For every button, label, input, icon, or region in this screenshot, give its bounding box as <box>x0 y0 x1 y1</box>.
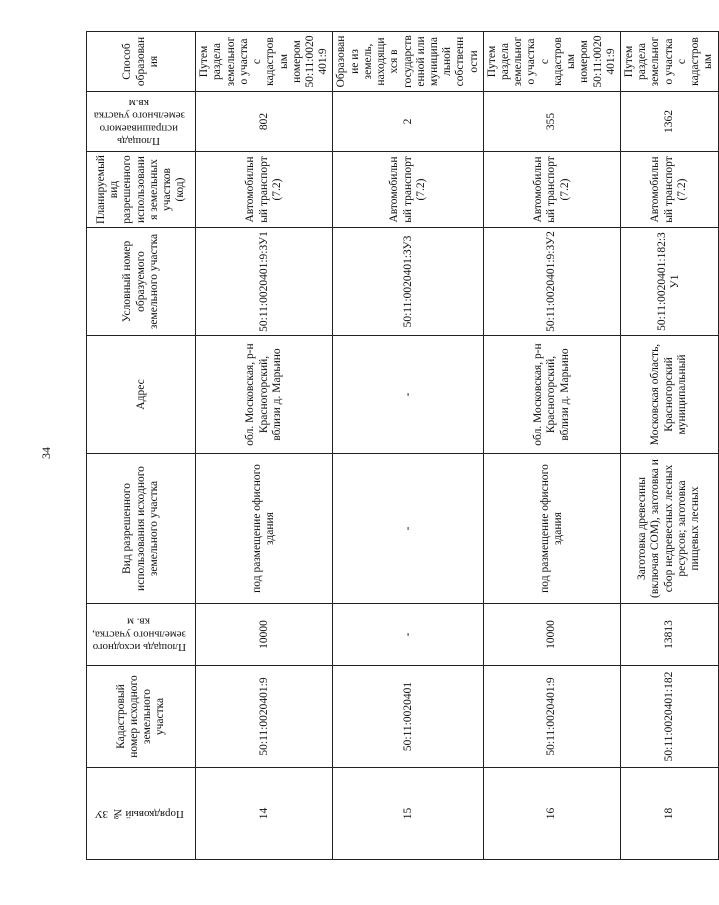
cell-requested-area: 355 <box>483 92 620 152</box>
table-row <box>196 32 333 860</box>
cell-permitted-use: под размещение офисного здания <box>196 454 333 604</box>
header-address: Адрес <box>87 336 196 454</box>
table-row <box>621 32 719 860</box>
cell-address: Московская область, Красногорский муниципальный <box>621 336 719 454</box>
land-plots-table <box>86 31 719 860</box>
cell-planned-use: Автомобильный транспорт (7.2) <box>621 152 719 228</box>
cell-source-cadastral: 50:11:0020401:182 <box>621 666 719 768</box>
page-number: 34 <box>39 447 53 459</box>
cell-seq: 18 <box>621 768 719 860</box>
cell-formation: Путем раздела земельного участка с кадастровым <box>621 32 719 92</box>
header-new-number: Условный номер образуемого земельного участка <box>87 228 196 336</box>
cell-planned-use: Автомобильный транспорт (7.2) <box>483 152 620 228</box>
cell-new-number: 50:11:0020401:9:ЗУ1 <box>196 228 333 336</box>
cell-planned-use: Автомобильный транспорт (7.2) <box>196 152 333 228</box>
cell-source-cadastral: 50:11:0020401:9 <box>196 666 333 768</box>
cell-seq: 14 <box>196 768 333 860</box>
cell-permitted-use: - <box>333 454 483 604</box>
cell-requested-area: 802 <box>196 92 333 152</box>
cell-new-number: 50:11:0020401:ЗУ3 <box>333 228 483 336</box>
header-planned-use: Планируемый вид разрешенного использования земельных участков (код) <box>87 152 196 228</box>
cell-planned-use: Автомобильный транспорт (7.2) <box>333 152 483 228</box>
table-header-row <box>87 32 196 860</box>
header-seq: Порядковый № ЗУ <box>87 768 196 860</box>
header-source-area: Площадь исходного земельного участка, кв. м <box>87 604 196 666</box>
cell-address: обл. Московская, р-н Красногорский, вблизи д. Марьино <box>196 336 333 454</box>
table-row <box>333 32 483 860</box>
header-permitted-use: Вид разрешенного использования исходного земельного участка <box>87 454 196 604</box>
cell-seq: 16 <box>483 768 620 860</box>
cell-formation: Путем раздела земельного участка с кадастровым номером 50:11:0020401:9 <box>196 32 333 92</box>
cell-source-area: 10000 <box>196 604 333 666</box>
cell-source-cadastral: 50:11:0020401:9 <box>483 666 620 768</box>
header-requested-area: Площадь испрашиваемого земельного участка кв.м <box>87 92 196 152</box>
cell-source-area: - <box>333 604 483 666</box>
cell-source-cadastral: 50:11:0020401 <box>333 666 483 768</box>
cell-new-number: 50:11:0020401:9:ЗУ2 <box>483 228 620 336</box>
cell-source-area: 10000 <box>483 604 620 666</box>
cell-seq: 15 <box>333 768 483 860</box>
header-source-cadastral: Кадастровый номер исходного земельного участка <box>87 666 196 768</box>
cell-formation: Образование из земель, находящихся в государственной или муниципальной собственности <box>333 32 483 92</box>
header-formation: Способ образования <box>87 32 196 92</box>
cell-formation: Путем раздела земельного участка с кадастровым номером 50:11:0020401:9 <box>483 32 620 92</box>
table-row <box>483 32 620 860</box>
cell-source-area: 13813 <box>621 604 719 666</box>
cell-permitted-use: под размещение офисного здания <box>483 454 620 604</box>
cell-address: - <box>333 336 483 454</box>
cell-permitted-use: Заготовка древесины (включая СОМ), заготовка и сбор недревесных лесных ресурсов; заготовка пищевых лесных <box>621 454 719 604</box>
rotated-table-container <box>86 32 715 860</box>
cell-requested-area: 1362 <box>621 92 719 152</box>
cell-requested-area: 2 <box>333 92 483 152</box>
cell-new-number: 50:11:0020401:182:ЗУ1 <box>621 228 719 336</box>
cell-address: обл. Московская, р-н Красногорский, вблизи д. Марьино <box>483 336 620 454</box>
